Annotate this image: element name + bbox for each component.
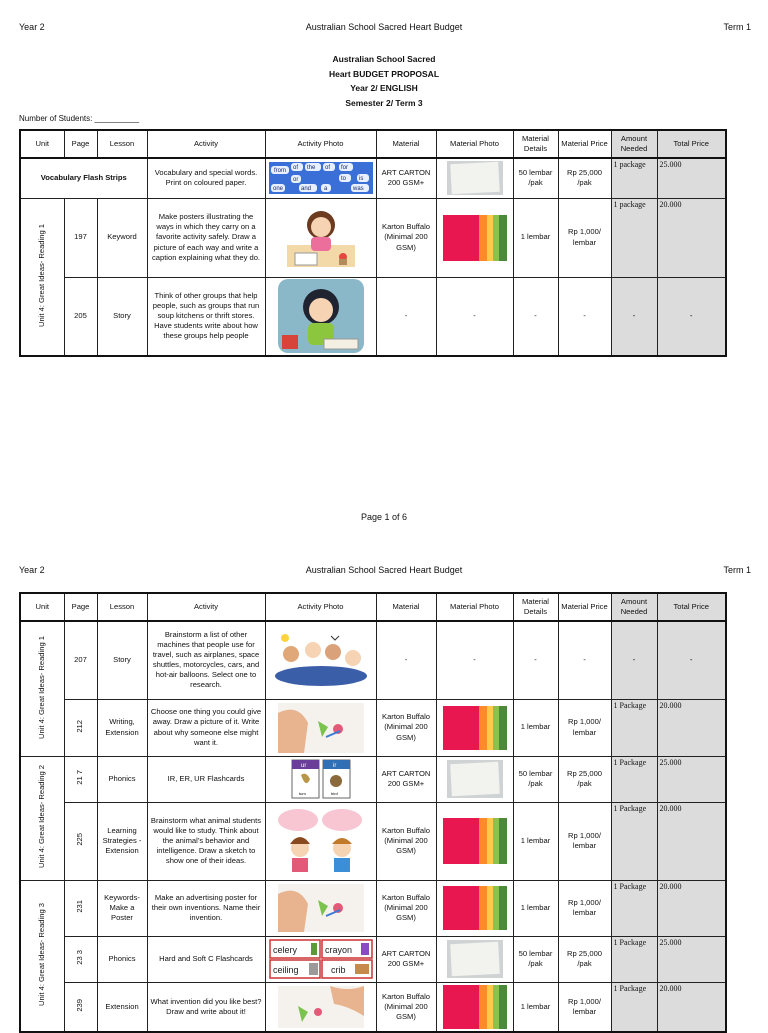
activity-photo: [265, 982, 376, 1032]
details-cell: -: [513, 621, 558, 699]
material-photo: [436, 699, 513, 756]
material-cell: Karton Buffalo (Minimal 200 GSM): [376, 198, 436, 277]
col-page: Page: [64, 130, 97, 158]
total-cell: 20.000: [657, 880, 726, 936]
card-word: crib: [330, 965, 346, 975]
total-cell: -: [657, 621, 726, 699]
price-cell: Rp 25,000 /pak: [558, 936, 611, 982]
col-amount-needed: Amount Needed: [611, 130, 657, 158]
material-cell: ART CARTON 200 GSM+: [376, 158, 436, 198]
activity-photo: [265, 802, 376, 880]
price-cell: -: [558, 621, 611, 699]
card-word: crayon: [324, 945, 352, 955]
material-photo: [436, 158, 513, 198]
title-line-4: Semester 2/ Term 3: [345, 97, 423, 108]
material-photo: [436, 880, 513, 936]
activity-photo: [265, 621, 376, 699]
strip-word: of: [324, 165, 330, 172]
card-word: ceiling: [272, 965, 299, 975]
activity-cell: IR, ER, UR Flashcards: [147, 756, 265, 802]
col-unit: Unit: [20, 130, 64, 158]
kids-table-image: [271, 630, 371, 690]
details-cell: 1 lembar: [513, 699, 558, 756]
page-cell: [64, 936, 97, 982]
lesson-cell: Phonics: [97, 936, 147, 982]
lesson-cell: Story: [97, 621, 147, 699]
white-card-image: [447, 940, 503, 978]
activity-cell: Brainstorm what animal students would like to study. Think about the animal’s behavior and intelligence. Draw a sketch to show one of their ideas.: [147, 802, 265, 880]
total-cell: 20.000: [657, 802, 726, 880]
activity-photo: [265, 699, 376, 756]
budget-table-1: [19, 129, 727, 357]
col-material-photo: Material Photo: [436, 593, 513, 621]
card-word: turn: [298, 791, 306, 796]
page-cell: [64, 699, 97, 756]
document-title: [0, 52, 768, 110]
material-photo: [436, 802, 513, 880]
budget-table-2: [19, 592, 727, 1033]
details-cell: 1 lembar: [513, 198, 558, 277]
table-row: [20, 277, 726, 356]
amount-cell: 1 Package: [611, 982, 657, 1032]
activity-photo: [265, 158, 376, 198]
details-cell: 1 lembar: [513, 982, 558, 1032]
strip-word: from: [273, 168, 286, 175]
activity-photo: [265, 756, 376, 802]
col-lesson: Lesson: [97, 130, 147, 158]
unit-group-cell: [20, 756, 64, 880]
title-line-1: Australian School Sacred: [332, 54, 436, 64]
col-material: Material: [376, 593, 436, 621]
col-lesson: Lesson: [97, 593, 147, 621]
activity-cell: What invention did you like best? Draw and write about it!: [147, 982, 265, 1032]
strip-word: of: [292, 165, 298, 172]
price-cell: -: [558, 277, 611, 356]
header-title: Australian School Sacred Heart Budget: [305, 565, 463, 575]
total-cell: 25.000: [657, 158, 726, 198]
col-activity-photo: Activity Photo: [265, 130, 376, 158]
col-activity: Activity: [147, 593, 265, 621]
col-material-photo: Material Photo: [436, 130, 513, 158]
kids-thinking-image: [276, 808, 366, 874]
page-number: Page 1 of 6: [360, 512, 408, 522]
page-label: 212: [75, 719, 85, 733]
amount-cell: 1 Package: [611, 699, 657, 756]
material-cell: -: [376, 277, 436, 356]
activity-photo: [265, 880, 376, 936]
header-term: Term 1: [723, 22, 751, 32]
page-label: 239: [75, 998, 85, 1012]
activity-photo: [265, 198, 376, 277]
header-title: Australian School Sacred Heart Budget: [305, 22, 463, 32]
lesson-cell: Phonics: [97, 756, 147, 802]
col-activity-photo: Activity Photo: [265, 593, 376, 621]
page-label: 21 7: [75, 770, 85, 785]
strip-word: to: [340, 176, 346, 183]
details-cell: 50 lembar /pak: [513, 756, 558, 802]
lesson-cell: Story: [97, 277, 147, 356]
col-total-price: Total Price: [657, 130, 726, 158]
strip-word: a: [323, 186, 327, 193]
amount-cell: 1 package: [611, 198, 657, 277]
total-cell: 25.000: [657, 936, 726, 982]
activity-cell: Vocabulary and special words. Print on coloured paper.: [147, 158, 265, 198]
table-row: [20, 802, 726, 880]
details-cell: 1 lembar: [513, 802, 558, 880]
unit-group-cell: [20, 880, 64, 1032]
page-label: 23 3: [75, 950, 85, 965]
word-strips-image: [269, 162, 373, 194]
price-cell: Rp 25,000 /pak: [558, 158, 611, 198]
page-cell: [64, 880, 97, 936]
table-row: [20, 621, 726, 699]
material-cell: Karton Buffalo (Minimal 200 GSM): [376, 699, 436, 756]
material-photo: [436, 982, 513, 1032]
activity-photo: [265, 277, 376, 356]
material-cell: Karton Buffalo (Minimal 200 GSM): [376, 802, 436, 880]
material-photo: [436, 936, 513, 982]
price-cell: Rp 1,000/ lembar: [558, 198, 611, 277]
price-cell: Rp 1,000/ lembar: [558, 982, 611, 1032]
material-photo: [436, 198, 513, 277]
header-term: Term 1: [723, 565, 751, 575]
material-cell: Karton Buffalo (Minimal 200 GSM): [376, 982, 436, 1032]
card-label: ur: [300, 763, 306, 769]
hand-drawing-image: [278, 703, 364, 753]
price-cell: Rp 1,000/ lembar: [558, 802, 611, 880]
c-flashcards-image: [269, 939, 373, 979]
card-label: ir: [332, 763, 336, 769]
page-cell: [64, 802, 97, 880]
table-row: [20, 699, 726, 756]
table-row: [20, 936, 726, 982]
lesson-cell: Writing, Extension: [97, 699, 147, 756]
unit-group-label: Unit 4: Great Ideas- Reading 3: [37, 902, 47, 1006]
amount-cell: 1 Package: [611, 802, 657, 880]
page-cell: [64, 756, 97, 802]
activity-cell: Hard and Soft C Flashcards: [147, 936, 265, 982]
total-cell: 20.000: [657, 982, 726, 1032]
white-card-image: [447, 760, 503, 798]
color-paper-image: [443, 985, 507, 1029]
details-cell: 1 lembar: [513, 880, 558, 936]
table-header-row: [20, 130, 726, 158]
col-activity: Activity: [147, 130, 265, 158]
page-cell: 205: [64, 277, 97, 356]
unit-group-label: Unit 4: Great Ideas- Reading 1: [37, 223, 47, 327]
page-label: 225: [75, 833, 85, 846]
strip-word: was: [352, 186, 364, 193]
page-cell: 207: [64, 621, 97, 699]
page-label: 231: [75, 900, 85, 913]
material-photo-cell: -: [436, 621, 513, 699]
activity-cell: Think of other groups that help people, such as groups that run soup kitchens or thrift stores. Have students write about how these groups help people: [147, 277, 265, 356]
amount-cell: 1 package: [611, 158, 657, 198]
color-paper-image: [443, 886, 507, 930]
table-row: [20, 198, 726, 277]
title-line-3: Year 2/ ENGLISH: [350, 83, 418, 93]
strip-word: or: [292, 177, 298, 184]
girl-drawing-image: [281, 205, 361, 271]
details-cell: 50 lembar /pak: [513, 158, 558, 198]
header-year: Year 2: [19, 565, 45, 575]
lesson-cell: Keyword: [97, 198, 147, 277]
material-cell: Karton Buffalo (Minimal 200 GSM): [376, 880, 436, 936]
price-cell: Rp 25,000 /pak: [558, 756, 611, 802]
color-paper-image: [443, 818, 507, 864]
table-header-row: [20, 593, 726, 621]
unit-group-label: Unit 4: Great Ideas- Reading 1: [37, 635, 47, 739]
table-row: [20, 982, 726, 1032]
table-row: [20, 880, 726, 936]
unit-group-label: Unit 4: Great Ideas- Reading 2: [37, 764, 47, 868]
total-cell: 20.000: [657, 699, 726, 756]
amount-cell: 1 Package: [611, 880, 657, 936]
page-cell: [64, 982, 97, 1032]
activity-cell: Make an advertising poster for their own inventions. Name their invention.: [147, 880, 265, 936]
amount-cell: 1 Package: [611, 756, 657, 802]
strip-word: one: [272, 186, 283, 193]
col-page: Page: [64, 593, 97, 621]
amount-cell: 1 Package: [611, 936, 657, 982]
activity-cell: Choose one thing you could give away. Draw a picture of it. Write about why someone else might want it.: [147, 699, 265, 756]
amount-cell: -: [611, 277, 657, 356]
card-word: bird: [330, 791, 338, 796]
col-amount-needed: Amount Needed: [611, 593, 657, 621]
students-count-label: Number of Students: __________: [19, 114, 140, 123]
lesson-cell: Extension: [97, 982, 147, 1032]
page-cell: 197: [64, 198, 97, 277]
total-cell: 25.000: [657, 756, 726, 802]
activity-photo: [265, 936, 376, 982]
material-cell: ART CARTON 200 GSM+: [376, 756, 436, 802]
color-paper-image: [443, 215, 507, 261]
details-cell: -: [513, 277, 558, 356]
girl-writing-image: [278, 279, 364, 353]
table-row: [20, 158, 726, 198]
price-cell: Rp 1,000/ lembar: [558, 880, 611, 936]
strip-word: and: [300, 186, 311, 193]
material-photo: [436, 756, 513, 802]
unit-group-cell: [20, 621, 64, 756]
ur-ir-cards-image: [291, 759, 351, 799]
details-cell: 50 lembar /pak: [513, 936, 558, 982]
strip-word: the: [306, 165, 315, 172]
material-cell: -: [376, 621, 436, 699]
col-material-price: Material Price: [558, 130, 611, 158]
strip-word: is: [358, 176, 363, 183]
amount-cell: -: [611, 621, 657, 699]
lesson-cell: Keywords- Make a Poster: [97, 880, 147, 936]
col-total-price: Total Price: [657, 593, 726, 621]
total-cell: -: [657, 277, 726, 356]
col-material-details: Material Details: [513, 593, 558, 621]
col-material-price: Material Price: [558, 593, 611, 621]
unit-cell: Vocabulary Flash Strips: [20, 158, 147, 198]
activity-cell: Brainstorm a list of other machines that people use for travel, such as airplanes, space shuttles, motorcycles, cars, and hot-air balloons. Select one to research.: [147, 621, 265, 699]
price-cell: Rp 1,000/ lembar: [558, 699, 611, 756]
hand-drawing-image: [278, 986, 364, 1028]
col-material: Material: [376, 130, 436, 158]
activity-cell: Make posters illustrating the ways in which they carry on a favorite activity safely. Draw a picture of each way and write a caption explaining what they do.: [147, 198, 265, 277]
col-material-details: Material Details: [513, 130, 558, 158]
unit-group-cell: [20, 198, 64, 356]
color-paper-image: [443, 706, 507, 750]
hand-drawing-image: [278, 884, 364, 932]
table-row: [20, 756, 726, 802]
strip-word: for: [340, 165, 348, 172]
lesson-cell: Learning Strategies - Extension: [97, 802, 147, 880]
material-photo-cell: -: [436, 277, 513, 356]
card-word: celery: [272, 945, 297, 955]
title-line-2: Heart BUDGET PROPOSAL: [328, 68, 440, 79]
total-cell: 20.000: [657, 198, 726, 277]
col-unit: Unit: [20, 593, 64, 621]
white-card-image: [447, 161, 503, 195]
header-year: Year 2: [19, 22, 45, 32]
material-cell: ART CARTON 200 GSM+: [376, 936, 436, 982]
